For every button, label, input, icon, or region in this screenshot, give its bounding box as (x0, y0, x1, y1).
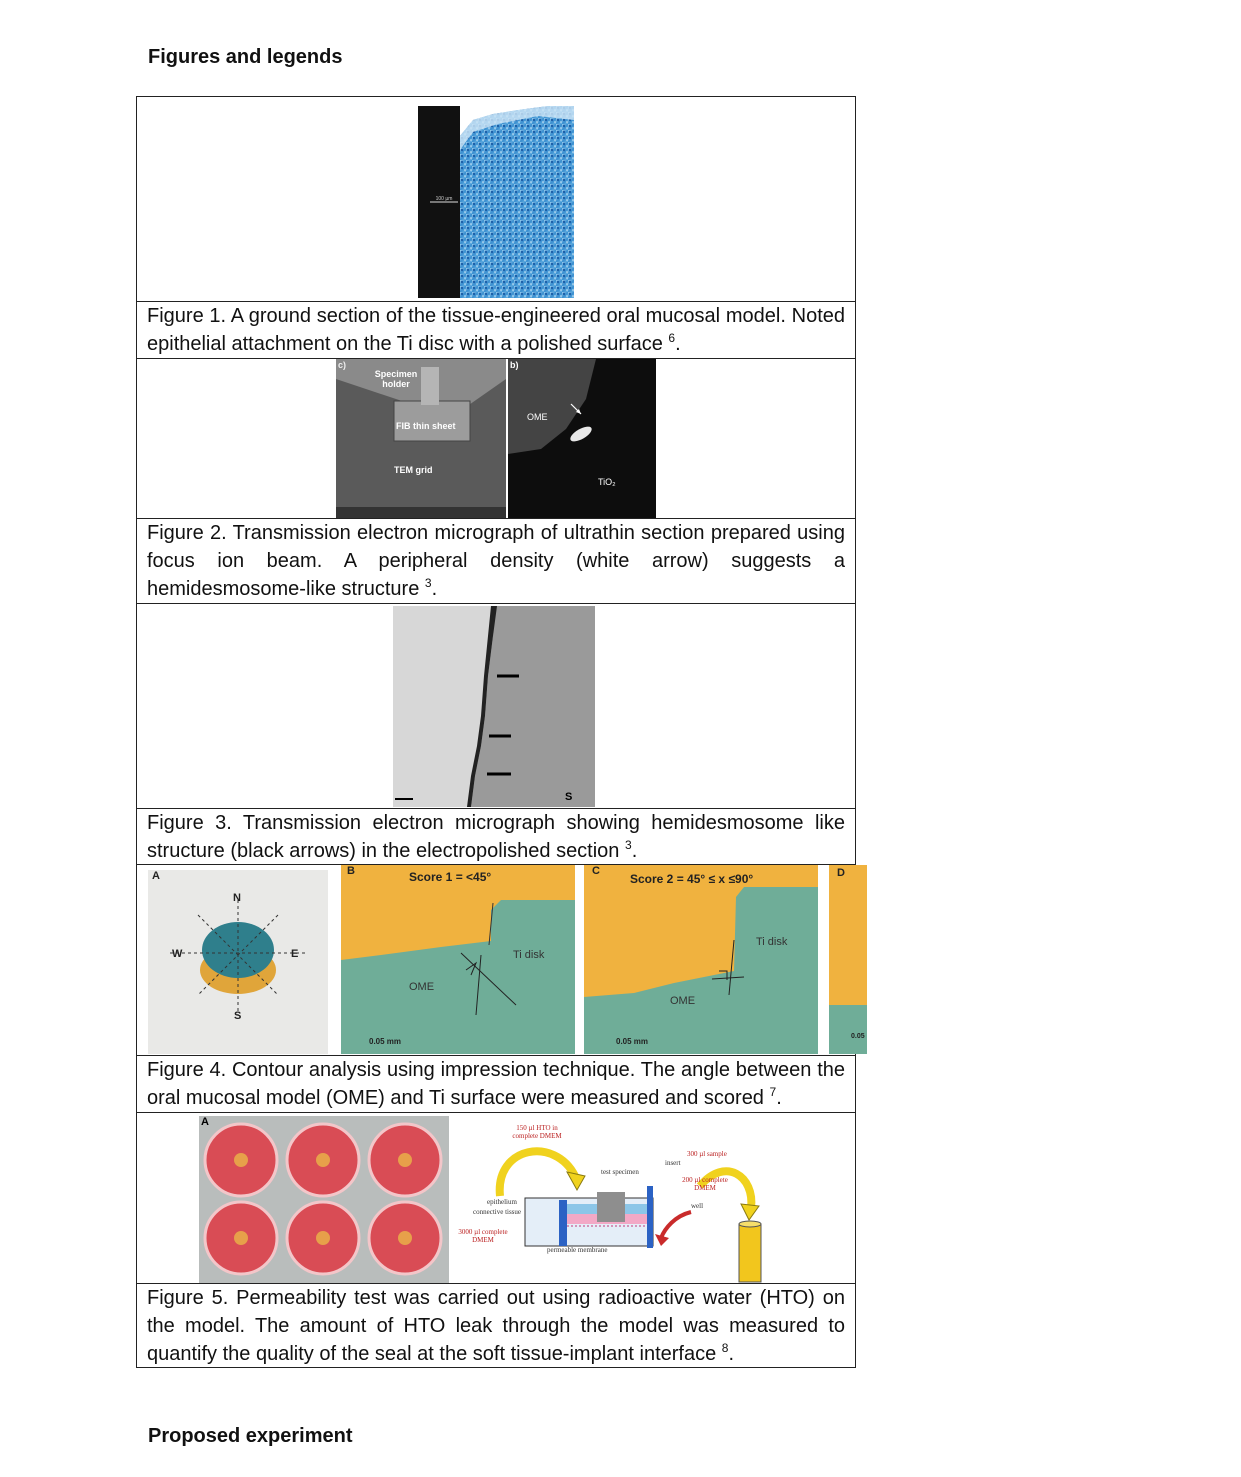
figure-4-panel-b-label: B (347, 865, 355, 877)
figure-4-score-1-label: Score 1 = <45° (409, 870, 492, 884)
figure-5-connective-label: connective tissue (473, 1208, 522, 1216)
figure-3-caption: Figure 3. Transmission electron micrograph showing hemidesmosome like structure (black arrows) in the electropolished section $^3$. (137, 809, 855, 865)
figure-4-score-2-label: Score 2 = 45° ≤ x ≤90° (630, 872, 754, 886)
figure-5-well-label: well (691, 1202, 704, 1210)
figure-4-n-label: N (233, 892, 241, 904)
figure-2-image-cell (137, 359, 855, 519)
figure-4-image-cell (137, 865, 865, 1055)
figure-5-hto-label: 150 µl HTO in complete DMEM (512, 1124, 562, 1140)
figure-4-ti-disk-label-b: Ti disk (513, 949, 545, 961)
figure-4-panel-a-label: A (152, 870, 160, 882)
figures-table (136, 96, 865, 1368)
figure-1-image-cell (137, 97, 855, 302)
figure-5-epithelium-label: epithelium (487, 1198, 517, 1206)
figure-2-panel-b-label: b) (510, 360, 519, 370)
figure-5-image-cell (137, 1113, 855, 1284)
section-heading-figures: Figures and legends (148, 46, 343, 68)
figure-5-test-specimen-label: test specimen (601, 1168, 639, 1176)
figure-5-dmem200-label: 200 µl complete DMEM (682, 1176, 728, 1192)
figure-4-scale-label-d: 0.05 (851, 1033, 865, 1040)
figure-2-specimen-holder-label: Specimen holder (374, 369, 418, 389)
figure-4-ome-label-b: OME (409, 981, 435, 993)
figure-2-panel-c-label: c) (338, 360, 347, 370)
figure-4-caption: Figure 4. Contour analysis using impression technique. The angle between the oral mucosal model (OME) and Ti surface were measured and scored $^7$. (137, 1055, 855, 1113)
figure-4-panel-c (584, 865, 818, 1054)
section-heading-proposed-experiment: Proposed experiment (148, 1425, 353, 1447)
figure-1-caption: Figure 1. A ground section of the tissue-engineered oral mucosal model. Noted epithelial attachment on the Ti disc with a polished surface $^6$. (137, 302, 855, 359)
figure-5-membrane-label: permeable membrane (547, 1246, 608, 1254)
figure-4-ti-disk-label-c: Ti disk (756, 936, 788, 948)
figure-2-caption: Figure 2. Transmission electron micrograph of ultrathin section prepared using focus ion beam. A peripheral density (white arrow) suggests a hemidesmosome-like structure $^3$. (137, 519, 855, 604)
figure-4-scale-label-b: 0.05 mm (369, 1037, 402, 1046)
figure-4-e-label: E (291, 948, 299, 960)
figure-5-top-right-label: 300 µl sample (687, 1150, 727, 1158)
figure-4-panel-d (829, 865, 867, 1054)
figure-3-image-cell (137, 604, 855, 809)
figure-1-scale-label: 100 µm (435, 196, 453, 202)
figure-4-panel-c-label: C (592, 865, 600, 877)
figure-5-diagram (455, 1116, 791, 1283)
figure-2-ome-label: OME (527, 412, 548, 422)
figure-4-panel-a (148, 870, 328, 1054)
figure-2-tio2-label: TiO₂ (598, 477, 616, 487)
figure-1-micrograph (418, 106, 574, 298)
figure-4-ome-label-c: OME (670, 995, 696, 1007)
figure-4-s-label: S (234, 1010, 242, 1022)
figure-4-scale-label-c: 0.05 mm (616, 1037, 649, 1046)
figure-2-tem-grid-label: TEM grid (394, 465, 433, 475)
figure-3-micrograph (393, 606, 595, 807)
figure-2-fib-label: FIB thin sheet (396, 421, 456, 431)
figure-4-w-label: W (172, 948, 183, 960)
figure-5-well-plate-photo (199, 1116, 449, 1283)
figure-3-s-label: S (565, 791, 573, 803)
figure-4-panel-d-label: D (837, 867, 845, 879)
figure-5-panel-a-label: A (201, 1116, 209, 1128)
figure-5-insert-label: insert (665, 1159, 681, 1167)
figure-5-caption: Figure 5. Permeability test was carried out using radioactive water (HTO) on the model. The amount of HTO leak through the model was measured to quantify the quality of the seal at the soft tissue-implant interface $^8$. (147, 1287, 845, 1365)
figure-2-micrograph (336, 359, 656, 518)
figure-5-dmem3000-label: 3000 µl complete DMEM (458, 1228, 508, 1244)
figure-4-panel-b (341, 865, 575, 1054)
